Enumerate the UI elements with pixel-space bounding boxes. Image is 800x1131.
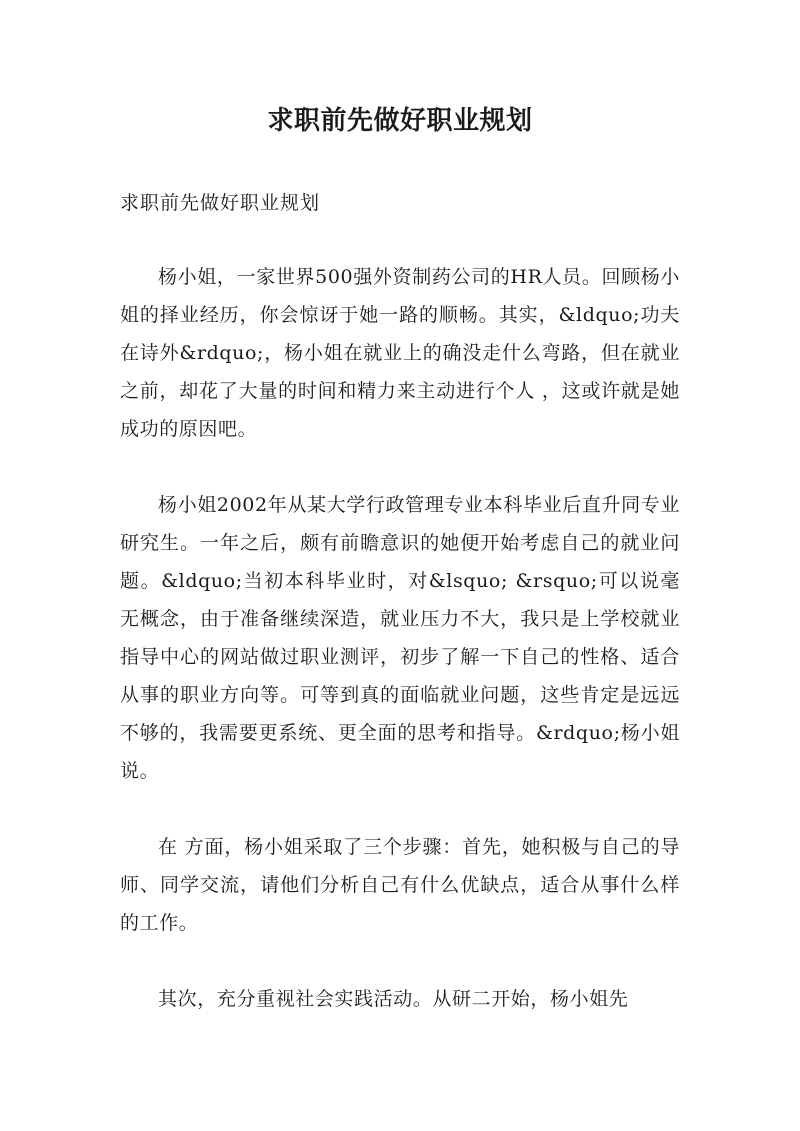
document-subtitle: 求职前先做好职业规划 (120, 192, 321, 214)
paragraph-3: 在 方面，杨小姐采取了三个步骤：首先，她积极与自己的导师、同学交流，请他们分析自己有什么优缺点，适合从事什么样的工作。 (120, 836, 680, 934)
paragraph-1: 杨小姐，一家世界500强外资制药公司的HR人员。回顾杨小姐的择业经历，你会惊讶于她一路的顺畅。其实，&ldquo;功夫在诗外&rdquo;，杨小姐在就业上的确没走什么弯路，但在就业之前，却花了大量的时间和精力来主动进行个人 ，这或许就是她成功的原因吧。 (120, 266, 680, 440)
document-title: 求职前先做好职业规划 (267, 106, 533, 136)
paragraph-4: 其次，充分重视社会实践活动。从研二开始，杨小姐先 (158, 988, 629, 1010)
document-body (120, 258, 680, 1056)
paragraph-2: 杨小姐2002年从某大学行政管理专业本科毕业后直升同专业研究生。一年之后，颇有前瞻意识的她便开始考虑自己的就业问题。&ldquo;当初本科毕业时，对&lsquo; &rsquo;可以说毫无概念，由于准备继续深造，就业压力不大，我只是上学校就业指导中心的网站做过职业测评，初步了解一下自己的性格、适合从事的职业方向等。可等到真的面临就业问题，这些肯定是远远不够的，我需要更系统、更全面的思考和指导。&rdquo;杨小姐说。 (120, 494, 680, 782)
